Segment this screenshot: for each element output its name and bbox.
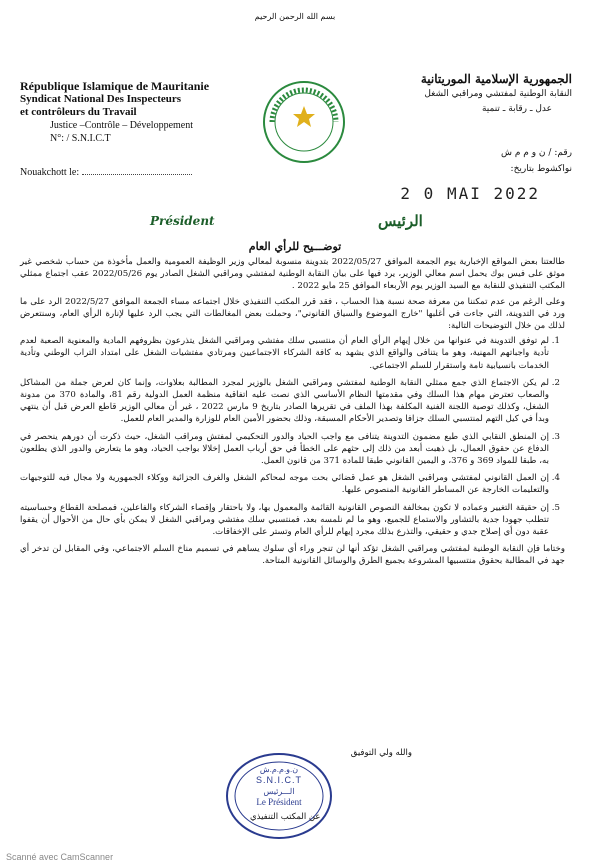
second-paragraph: وعلى الرغم من عدم تمكننا من معرفة صحة نسبة هذا الحساب ، فقد قرر المكتب التنفيذي خلال اجتماعه مساء الجمعة الموافق 2022/5/27 الرد على ما ورد في التدوينة، التي جاءت في أغلبها "خارج الموضوع والسياق القانوني"، وحملت بعض المغالطات التي يجب الرد عليها لإنارة الرأي العام، وسنتعرض لذلك من خلال التوضيحات التالية:: [20, 296, 565, 332]
list-item: 3. إن المنطق النقابي الذي طبع مضمون التدوينة يتنافى مع واجب الحياد والدور التحكيمي لمفتش ومراقب الشغل، حيث ذكرت أن دورهم ينحصر في الدفاع عن حقوق العمال، بل ذهبت أبعد من ذلك إلى حثهم على الخطأ في حق أرباب العمل إخلالا بواجب الحياد، وهو ما يتعارض والدور الذي يطلعون به، طبقا للمواد 369 و 376، و اليمين القانوني طبقا للمادة 371 من قانون العمل.: [20, 431, 549, 468]
seal-fr-title: Le Président: [256, 797, 302, 807]
seal-ar-acronym: ن.و.م.م.ش: [259, 765, 299, 774]
date-dotted-line: [82, 166, 192, 175]
president-signature-fr: Président: [150, 214, 215, 228]
clarification-list: [20, 335, 565, 538]
seal-ar-title: الـــرئيس: [263, 787, 295, 796]
fr-union-name-1: Syndicat National Des Inspecteurs: [20, 93, 182, 105]
document-title: توضـــيح للرأي العام: [248, 240, 342, 253]
president-signature-ar: الرئيس: [378, 212, 423, 230]
list-item: 5. إن حقيقة التغيير وعماده لا تكون بمخالفة النصوص القانونية القائمة والمعمول بها، ولا باحتقار وإقصاء الشركاء والفاعلين، فمصلحة القطاع وحساسيته تتطلب جهودا جدية بالتشاور والاستماع للجميع، وهو ما لم نلمسه بعد، فمنتسبي سلك مفتشي ومراقبي الشغل لا يمكن بأي حال من الأحوال أن يقفوا عقبة دون أي إصلاح جدي و حقيقي، والتذرع بذلك مجرد إيهام للرأي العام وتستر على الإخفاقات.: [20, 502, 549, 539]
fr-country: République Islamique de Mauritanie: [20, 79, 210, 93]
list-item: 4. إن العمل القانوني لمفتشي ومراقبي الشغل هو عمل قضائي بحت موجه لمحاكم الشغل والغرف الجزائية ووكلاء الجمهورية ولا مجال فيه للتوجيهات والتعليمات الخارجة عن المساطر القانونية المنصوص عليها.: [20, 472, 549, 496]
french-letterhead: [20, 80, 230, 145]
list-item: 1. لم توفق التدوينة في عنوانها من خلال إيهام الرأي العام أن منتسبي سلك مفتشي ومراقبي الشغل يتذرعون بظروفهم المادية والمعنوية الصعبة لعدم تأدية واجباتهم المهنية، وهو ما يتنافى والواقع الذي يشهد به كافة الشركاء الاجتماعيين ومرتادي مفتشيات الشغل على امتداد التراب الوطني وتأدية الخدمات بانسيابية تامة واستقرار للسلم الاجتماعي.: [20, 335, 549, 372]
ar-motto: عدل ـ رقابة ـ تنمية: [481, 104, 552, 114]
conclusion-paragraph: وختاما فإن النقابة الوطنية لمفتشي ومراقبي الشغل تؤكد أنها لن تنجر وراء أي سلوك يساهم في تسميم مناخ السلم الاجتماعي، وفي المقابل لن تدخر أي جهد في المطالبة بحقوق منتسبيها المشروعة بجميع الطرق والوسائل القانونية المتاحة.: [20, 544, 565, 567]
list-item: 2. لم يكن الاجتماع الذي جمع ممثلي النقابة الوطنية لمفتشي ومراقبي الشغل بالوزير لمجرد المطالبة بعلاوات، وإنما كان لعرض جملة من المشاكل والصعاب تعترض مهام هذا السلك وفي مقدمتها النظام الأساسي الذي نصت عليه اتفاقية منظمة العمل الدولية رقم 81، والمادة 370 من مدونة الشغل، وكذلك توصية اللجنة الفنية المكلفة بهذا الملف في تقريرها الصادر بتاريخ 9 مارس 2022 ، غير أن معالي الوزير قاطع العرض قبل أن ينتهي وبدأ في كيل التهم لمنتسبي السلك جزافا وتصدير الأحكام المسبقة، وذلك بحضور الأمين العام للوزارة والمدير العام للعمل.: [20, 377, 549, 426]
intro-paragraph: طالعتنا بعض المواقع الإخبارية يوم الجمعة الموافق 2022/05/27 بتدوينة منسوبة لمعالي وزير الوظيفة العمومية والعمل مأخوذة من حساب شخصي غير موثق على فيس بوك يحمل اسم معالي الوزير، يرد فيها على بيان النقابة الوطنية لمفتشي ومراقبي الشغل الصادر يوم 2022/05/26 عقب اجتماع ممثلي المكتب التنفيذي للنقابة مع السيد الوزير يوم الأربعاء الموافق 25 مايو 2022 .: [20, 257, 566, 292]
fr-union-name-2: et contrôleurs du Travail: [20, 106, 137, 118]
seal-text: [233, 764, 325, 808]
fr-motto: Justice –Contrôle – Développement: [50, 120, 194, 131]
fr-city-date: [20, 166, 192, 178]
arabic-letterhead: [372, 72, 572, 117]
ar-ref-label: رقم:: [554, 148, 572, 158]
bismillah: بسم الله الرحمن الرحيم: [254, 12, 336, 21]
ar-date-label: نواكشوط بتاريخ:: [510, 164, 572, 174]
document-body: [20, 256, 565, 571]
scanner-watermark: Scanné avec CamScanner: [6, 852, 114, 862]
fr-city-date-label: Nouakchott le:: [20, 167, 80, 178]
closing-formula: والله ولي التوفيق: [350, 748, 412, 758]
union-logo-icon: [262, 80, 346, 164]
ar-ref-line: [372, 145, 572, 161]
fr-ref: N°: / S.N.I.C.T: [50, 133, 111, 144]
ar-ref-value: / ن و م م ش: [501, 148, 552, 158]
ar-reference: [372, 145, 572, 177]
seal-fr-acronym: S.N.I.C.T: [255, 775, 302, 785]
ar-union-name: النقابة الوطنية لمفتشي ومراقبي الشغل: [424, 89, 572, 99]
executive-office-signature: عن المكتب التنفيذي: [250, 812, 321, 822]
ar-country: الجمهورية الإسلامية الموريتانية: [420, 72, 572, 86]
date-stamp: 2 0 MAI 2022: [400, 184, 540, 203]
